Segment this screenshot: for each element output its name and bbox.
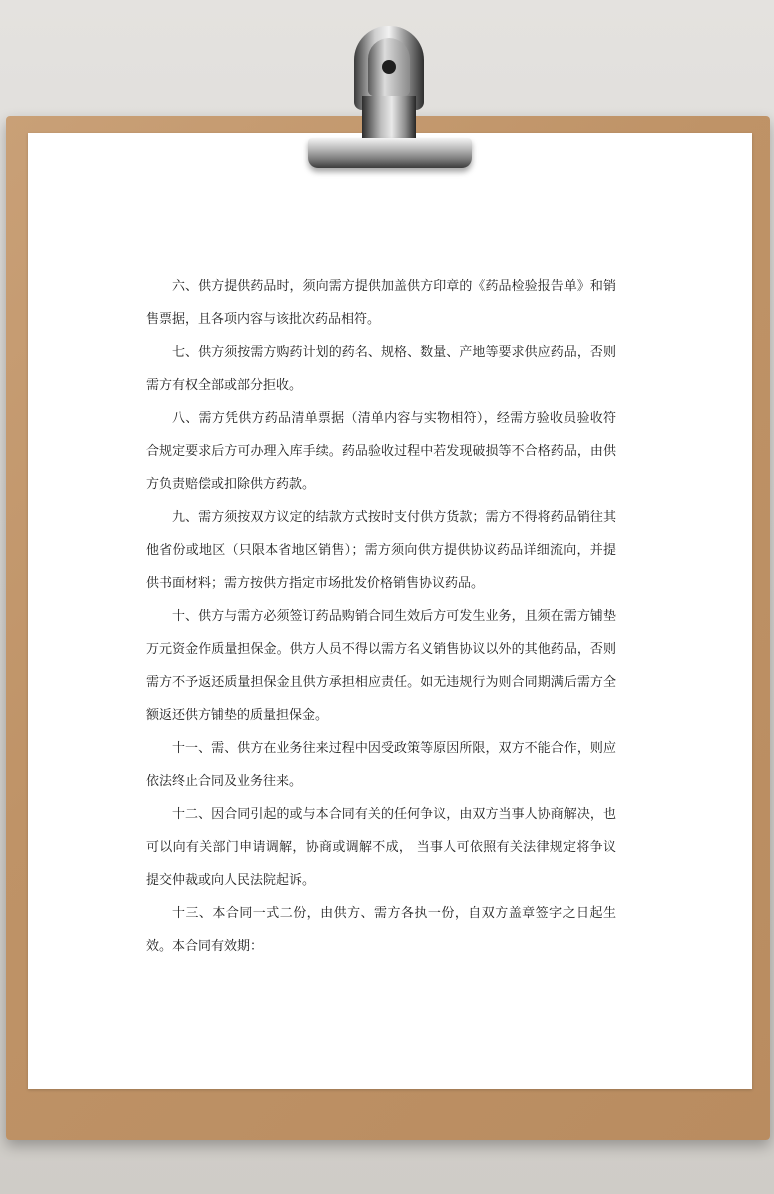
clause-10: 十、供方与需方必须签订药品购销合同生效后方可发生业务，且须在需方铺垫万元资金作质量担保金。供方人员不得以需方名义销售协议以外的其他药品，否则需方不予返还质量担保金且供方承担相应责任。如无违规行为则合同期满后需方全额返还供方铺垫的质量担保金。: [146, 609, 616, 723]
binder-clip-hole: [382, 60, 396, 74]
contract-body: [146, 270, 616, 963]
binder-clip-base: [308, 138, 472, 168]
clause-9: 九、需方须按双方议定的结款方式按时支付供方货款；需方不得将药品销往其他省份或地区（只限本省地区销售）；需方须向供方提供协议药品详细流向，并提供书面材料；需方按供方指定市场批发价格销售协议药品。: [146, 510, 616, 591]
clause-8: 八、需方凭供方药品清单票据（清单内容与实物相符），经需方验收员验收符合规定要求后方可办理入库手续。药品验收过程中若发现破损等不合格药品，由供方负责赔偿或扣除供方药款。: [146, 411, 616, 492]
binder-clip: [300, 26, 478, 176]
binder-clip-stem: [362, 96, 416, 140]
clause-12: 十二、因合同引起的或与本合同有关的任何争议，由双方当事人协商解决，也可以向有关部门申请调解，协商或调解不成， 当事人可依照有关法律规定将争议提交仲裁或向人民法院起诉。: [146, 807, 616, 888]
clause-6: 六、供方提供药品时，须向需方提供加盖供方印章的《药品检验报告单》和销售票据，且各项内容与该批次药品相符。: [146, 279, 616, 327]
clause-11: 十一、需、供方在业务往来过程中因受政策等原因所限，双方不能合作，则应依法终止合同及业务往来。: [146, 741, 616, 789]
clause-7: 七、供方须按需方购药计划的药名、规格、数量、产地等要求供应药品，否则需方有权全部或部分拒收。: [146, 345, 616, 393]
clause-13: 十三、本合同一式二份，由供方、需方各执一份，自双方盖章签字之日起生效。本合同有效期：: [146, 906, 616, 954]
